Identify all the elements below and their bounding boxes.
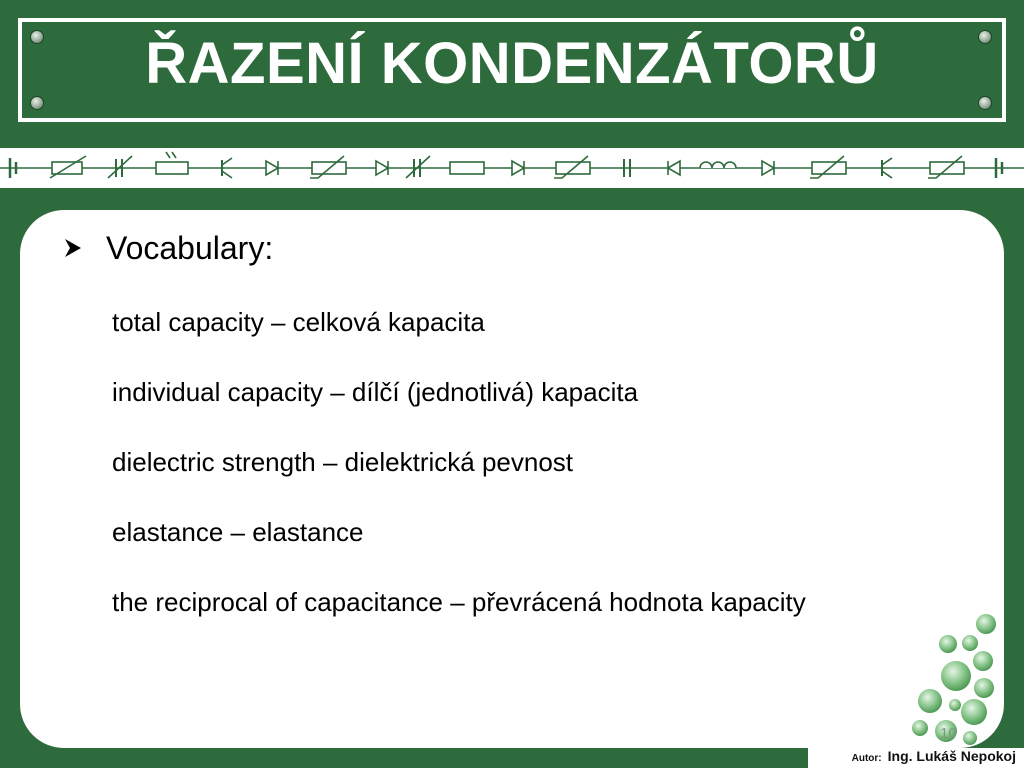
title-plate	[0, 0, 1024, 148]
vocab-item: dielectric strength – dielektrická pevnost	[112, 447, 574, 477]
vocabulary-heading: Vocabulary:	[106, 229, 274, 266]
vocab-item: elastance – elastance	[112, 517, 364, 547]
circuit-symbols-icon	[0, 148, 1024, 188]
slide-title: ŘAZENÍ KONDENZÁTORŮ	[145, 31, 879, 96]
author-credit	[852, 748, 1016, 768]
vocabulary-list	[112, 304, 806, 654]
vocab-item: individual capacity – dílčí (jednotlivá) kapacita	[112, 377, 639, 407]
vocab-item: total capacity – celková kapacita	[112, 307, 485, 337]
rivet-icon	[30, 96, 44, 110]
author-name: Ing. Lukáš Nepokoj	[887, 748, 1016, 764]
bullet-heading-row	[62, 226, 273, 270]
electronic-symbols-strip	[0, 148, 1024, 188]
rivet-icon	[978, 96, 992, 110]
vocab-item: the reciprocal of capacitance – převrácená hodnota kapacity	[112, 587, 806, 617]
arrow-bullet-icon	[62, 237, 84, 259]
author-label: Autor:	[851, 753, 882, 764]
page-number: 10	[940, 725, 957, 742]
